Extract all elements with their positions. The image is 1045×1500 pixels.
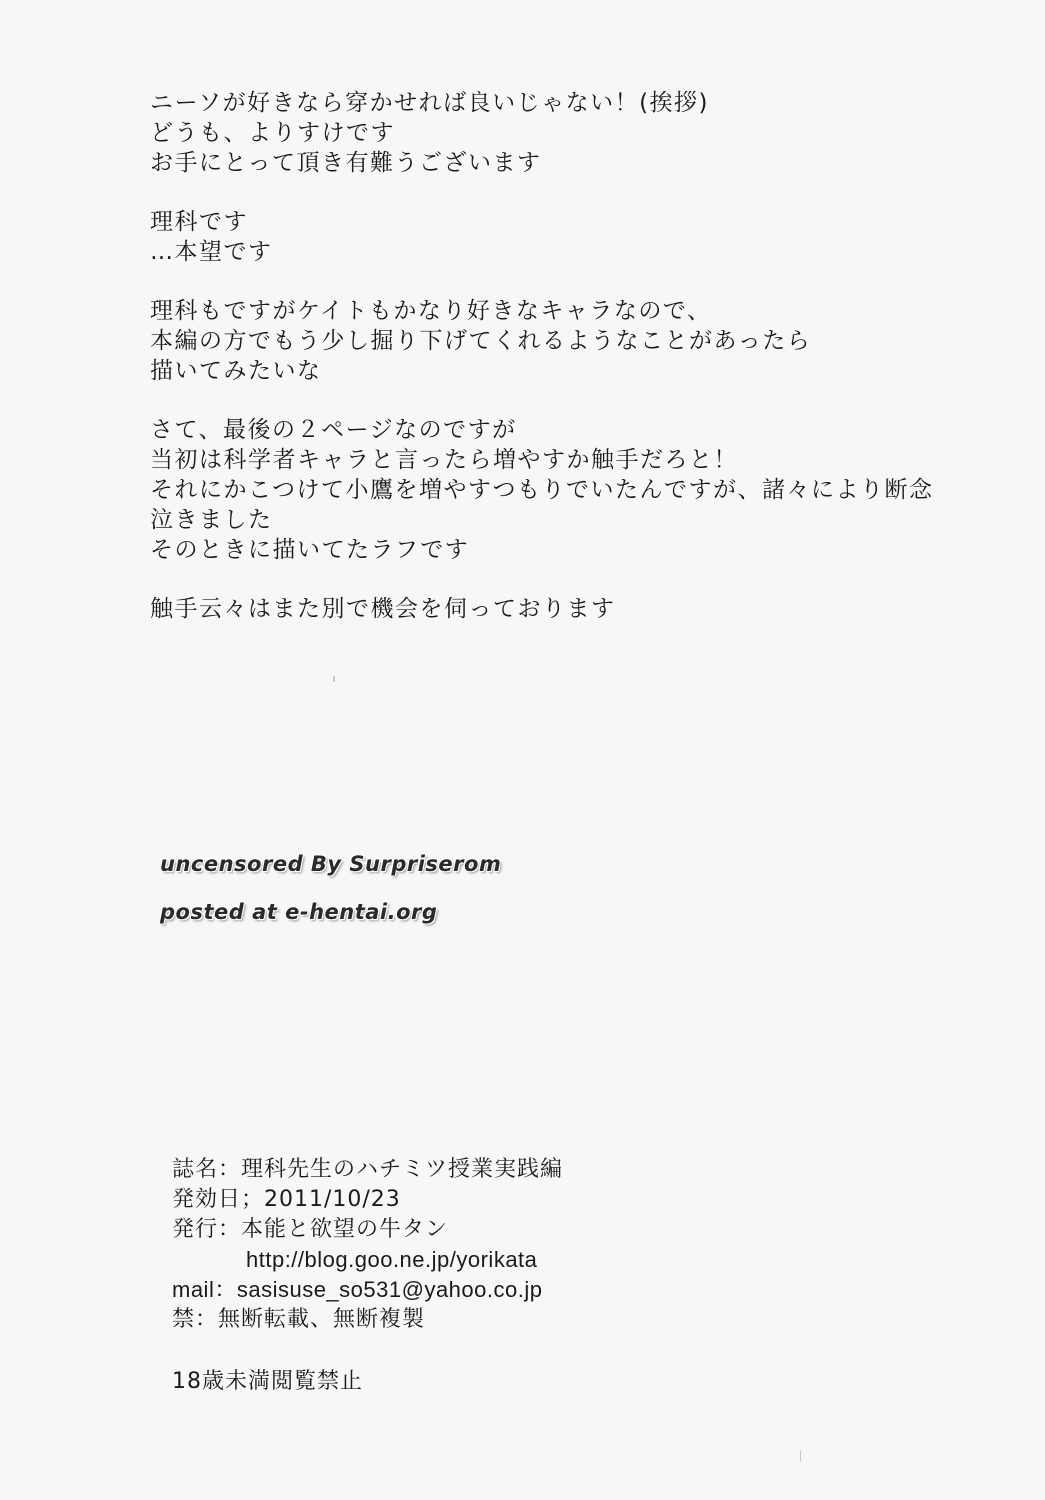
- text-line: 触手云々はまた別で機会を伺っております: [150, 596, 616, 622]
- afterword-paragraph: [150, 207, 1010, 267]
- text-line: さて、最後の２ページなのですが: [150, 417, 517, 443]
- afterword-paragraph: [150, 88, 1010, 178]
- text-line: 本編の方でもう少し掘り下げてくれるようなことがあったら: [150, 328, 812, 354]
- text-line: 理科もですがケイトもかなり好きなキャラなので、: [150, 298, 712, 324]
- paper-speck: [800, 1450, 801, 1462]
- colophon-date: 発効日；2011/10/23: [172, 1187, 401, 1212]
- text-line: 描いてみたいな: [150, 358, 322, 384]
- text-line: 泣きました: [150, 507, 273, 533]
- colophon-prohibition: 禁：無断転載、無断複製: [172, 1307, 426, 1332]
- afterword-paragraph: [150, 415, 1010, 565]
- text-line: そのときに描いてたラフです: [150, 537, 470, 563]
- afterword-text: [150, 88, 1010, 653]
- colophon-publisher: 発行：本能と欲望の牛タン: [172, 1217, 449, 1242]
- watermark-uncensored: uncensored By Surpriserom: [160, 852, 502, 876]
- paper-speck: [333, 676, 335, 682]
- text-line: ニーソが好きなら穿かせれば良いじゃない！(挨拶): [150, 90, 710, 116]
- afterword-paragraph: [150, 296, 1010, 386]
- watermark-posted: posted at e-hentai.org: [160, 900, 438, 924]
- text-line: …本望です: [150, 239, 273, 265]
- afterword-paragraph: [150, 594, 1010, 624]
- age-restriction-notice: 18歳未満閲覧禁止: [172, 1369, 363, 1394]
- text-line: 理科です: [150, 209, 248, 235]
- colophon-title: 誌名：理科先生のハチミツ授業実践編: [172, 1157, 564, 1182]
- colophon-mail: mail：sasisuse_so531@yahoo.co.jp: [172, 1277, 543, 1302]
- colophon: [172, 1155, 972, 1397]
- colophon-url: http://blog.goo.ne.jp/yorikata: [246, 1247, 538, 1272]
- text-line: それにかこつけて小鷹を増やすつもりでいたんですが、諸々により断念: [150, 477, 934, 503]
- text-line: どうも、よりすけです: [150, 120, 395, 146]
- text-line: 当初は科学者キャラと言ったら増やすか触手だろと！: [150, 447, 738, 473]
- text-line: お手にとって頂き有難うございます: [150, 150, 542, 176]
